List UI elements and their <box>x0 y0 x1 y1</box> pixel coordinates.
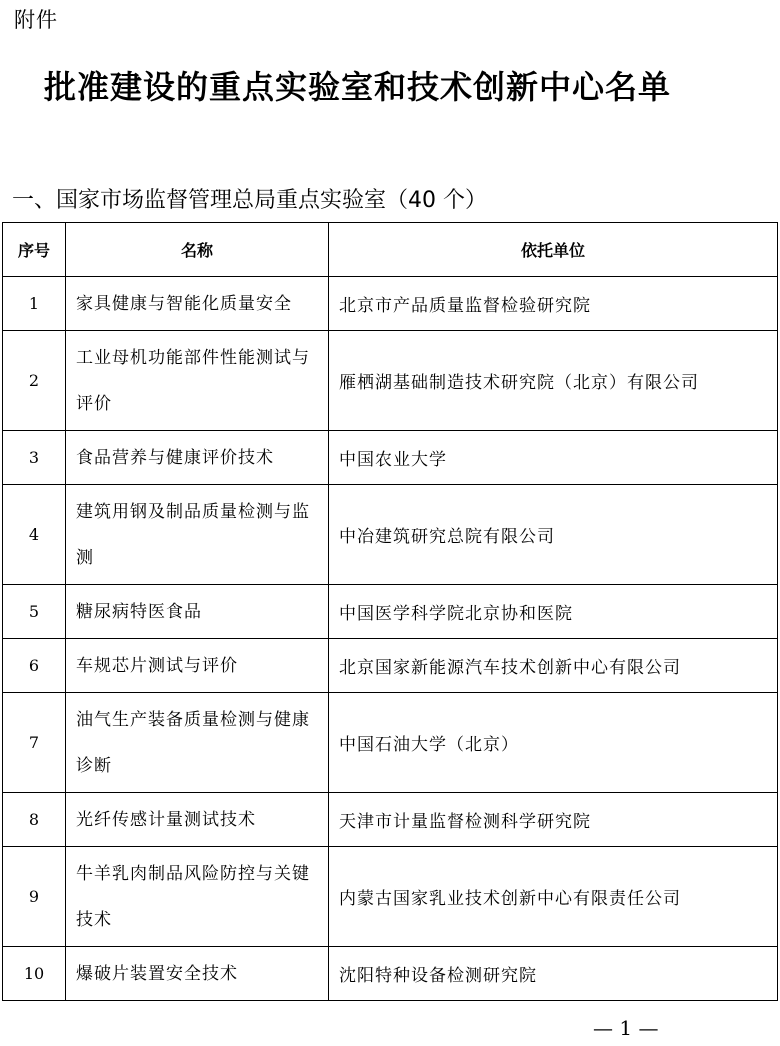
row-name: 油气生产装备质量检测与健康诊断 <box>66 693 329 793</box>
column-header-index: 序号 <box>3 223 66 277</box>
row-index: 3 <box>3 431 66 485</box>
row-index: 4 <box>3 485 66 585</box>
row-index: 2 <box>3 331 66 431</box>
attachment-label: 附件 <box>14 8 58 32</box>
table-row <box>3 277 778 331</box>
row-organization: 北京市产品质量监督检验研究院 <box>329 277 778 331</box>
table-row <box>3 847 778 947</box>
row-organization: 中国医学科学院北京协和医院 <box>329 585 778 639</box>
table-row <box>3 693 778 793</box>
page-number: — 1 — <box>593 1016 659 1040</box>
row-name: 工业母机功能部件性能测试与评价 <box>66 331 329 431</box>
table-header-row <box>3 223 778 277</box>
laboratory-table <box>2 222 778 1001</box>
row-name: 食品营养与健康评价技术 <box>66 431 329 485</box>
table-row <box>3 947 778 1001</box>
row-index: 7 <box>3 693 66 793</box>
table-row <box>3 793 778 847</box>
row-organization: 雁栖湖基础制造技术研究院（北京）有限公司 <box>329 331 778 431</box>
row-organization: 中国石油大学（北京） <box>329 693 778 793</box>
row-organization: 沈阳特种设备检测研究院 <box>329 947 778 1001</box>
row-organization: 内蒙古国家乳业技术创新中心有限责任公司 <box>329 847 778 947</box>
table-row <box>3 639 778 693</box>
row-index: 1 <box>3 277 66 331</box>
table-row <box>3 585 778 639</box>
row-index: 9 <box>3 847 66 947</box>
row-name: 光纤传感计量测试技术 <box>66 793 329 847</box>
row-name: 爆破片装置安全技术 <box>66 947 329 1001</box>
row-organization: 天津市计量监督检测科学研究院 <box>329 793 778 847</box>
section-heading: 一、国家市场监督管理总局重点实验室（40 个） <box>12 188 487 213</box>
table-row <box>3 485 778 585</box>
table-row <box>3 331 778 431</box>
row-name: 建筑用钢及制品质量检测与监测 <box>66 485 329 585</box>
row-name: 糖尿病特医食品 <box>66 585 329 639</box>
column-header-name: 名称 <box>66 223 329 277</box>
row-index: 6 <box>3 639 66 693</box>
row-organization: 中国农业大学 <box>329 431 778 485</box>
row-name: 家具健康与智能化质量安全 <box>66 277 329 331</box>
row-index: 10 <box>3 947 66 1001</box>
table-row <box>3 431 778 485</box>
row-organization: 北京国家新能源汽车技术创新中心有限公司 <box>329 639 778 693</box>
document-title: 批准建设的重点实验室和技术创新中心名单 <box>44 68 672 106</box>
row-name: 牛羊乳肉制品风险防控与关键技术 <box>66 847 329 947</box>
row-index: 5 <box>3 585 66 639</box>
row-index: 8 <box>3 793 66 847</box>
row-organization: 中冶建筑研究总院有限公司 <box>329 485 778 585</box>
row-name: 车规芯片测试与评价 <box>66 639 329 693</box>
column-header-organization: 依托单位 <box>329 223 778 277</box>
